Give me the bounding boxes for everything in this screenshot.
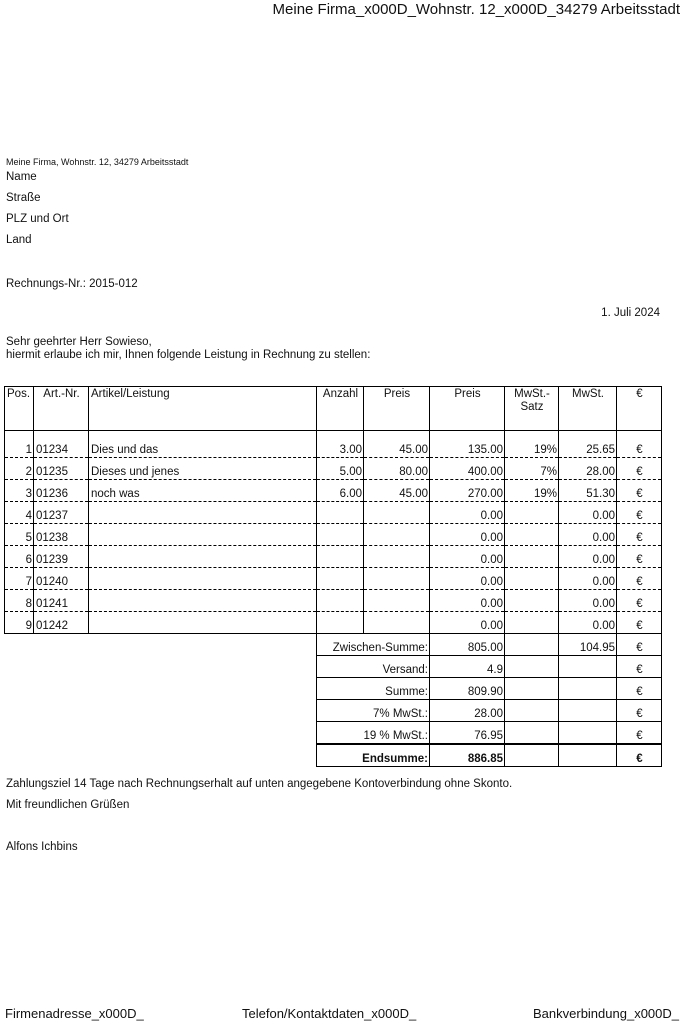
cell-art-nr: 01241 (34, 590, 89, 612)
summary-row (5, 656, 662, 678)
summary-row (5, 744, 662, 767)
summary-value: 76.95 (430, 722, 505, 745)
cell-vat-rate (505, 502, 559, 524)
cell-price: 45.00 (364, 436, 430, 458)
cell-currency: € (617, 502, 662, 524)
summary-rate-empty (505, 700, 559, 722)
cell-vat: 0.00 (559, 612, 617, 634)
recipient-street: Straße (6, 192, 41, 204)
header-currency: € (617, 387, 662, 431)
table-row (5, 480, 662, 502)
cell-currency: € (617, 524, 662, 546)
summary-currency: € (617, 722, 662, 745)
cell-item (89, 590, 317, 612)
cell-qty (317, 612, 364, 634)
cell-total: 400.00 (430, 458, 505, 480)
cell-currency: € (617, 568, 662, 590)
intro-text: hiermit erlaube ich mir, Ihnen folgende Leistung in Rechnung zu stellen: (6, 349, 371, 361)
cell-item: Dies und das (89, 436, 317, 458)
summary-vat: 104.95 (559, 634, 617, 656)
recipient-name: Name (6, 171, 37, 183)
summary-row (5, 700, 662, 722)
recipient-country: Land (6, 234, 32, 246)
cell-qty (317, 502, 364, 524)
cell-art-nr: 01236 (34, 480, 89, 502)
summary-spacer (5, 678, 317, 700)
cell-currency: € (617, 458, 662, 480)
cell-art-nr: 01238 (34, 524, 89, 546)
header-art-nr: Art.-Nr. (34, 387, 89, 431)
summary-label: 19 % MwSt.: (317, 722, 430, 745)
cell-total: 0.00 (430, 568, 505, 590)
summary-spacer (5, 656, 317, 678)
table-header-row (5, 387, 662, 431)
table-row (5, 502, 662, 524)
cell-currency: € (617, 612, 662, 634)
summary-value: 886.85 (430, 744, 505, 767)
header-vat-rate (505, 387, 559, 431)
header-price: Preis (364, 387, 430, 431)
cell-qty (317, 590, 364, 612)
cell-vat: 28.00 (559, 458, 617, 480)
cell-item (89, 612, 317, 634)
closing-text: Mit freundlichen Grüßen (6, 799, 130, 811)
cell-price (364, 546, 430, 568)
cell-vat: 51.30 (559, 480, 617, 502)
summary-spacer (5, 700, 317, 722)
cell-pos: 3 (5, 480, 34, 502)
cell-pos: 2 (5, 458, 34, 480)
cell-item (89, 546, 317, 568)
cell-vat: 0.00 (559, 546, 617, 568)
cell-art-nr: 01237 (34, 502, 89, 524)
cell-art-nr: 01239 (34, 546, 89, 568)
summary-currency: € (617, 656, 662, 678)
table-row (5, 546, 662, 568)
cell-price (364, 524, 430, 546)
cell-total: 0.00 (430, 524, 505, 546)
header-pos: Pos. (5, 387, 34, 431)
cell-vat-rate (505, 546, 559, 568)
header-item: Artikel/Leistung (89, 387, 317, 431)
payment-terms: Zahlungsziel 14 Tage nach Rechnungserhalt auf unten angegebene Kontoverbindung ohne Skonto. (6, 778, 513, 790)
greeting (6, 336, 370, 362)
table-row (5, 612, 662, 634)
cell-vat: 0.00 (559, 524, 617, 546)
summary-label: Summe: (317, 678, 430, 700)
summary-currency: € (617, 634, 662, 656)
cell-art-nr: 01235 (34, 458, 89, 480)
cell-vat-rate: 7% (505, 458, 559, 480)
cell-price: 80.00 (364, 458, 430, 480)
recipient-city: PLZ und Ort (6, 213, 69, 225)
cell-qty: 5.00 (317, 458, 364, 480)
cell-currency: € (617, 590, 662, 612)
cell-qty: 3.00 (317, 436, 364, 458)
table-row (5, 436, 662, 458)
cell-art-nr: 01240 (34, 568, 89, 590)
footer-contact: Telefon/Kontaktdaten_x000D_ (242, 1006, 417, 1021)
cell-total: 0.00 (430, 546, 505, 568)
header-total: Preis (430, 387, 505, 431)
cell-price (364, 568, 430, 590)
footer-bank: Bankverbindung_x000D_ (533, 1006, 679, 1021)
cell-qty: 6.00 (317, 480, 364, 502)
cell-price (364, 502, 430, 524)
cell-currency: € (617, 436, 662, 458)
summary-label: 7% MwSt.: (317, 700, 430, 722)
cell-currency: € (617, 480, 662, 502)
invoice-number: Rechnungs-Nr.: 2015-012 (6, 278, 138, 290)
summary-value: 28.00 (430, 700, 505, 722)
summary-currency: € (617, 744, 662, 767)
cell-price (364, 590, 430, 612)
cell-item (89, 568, 317, 590)
cell-item (89, 502, 317, 524)
summary-spacer (5, 634, 317, 656)
summary-vat (559, 678, 617, 700)
summary-row (5, 722, 662, 745)
invoice-date: 1. Juli 2024 (601, 307, 660, 319)
summary-row (5, 678, 662, 700)
cell-pos: 1 (5, 436, 34, 458)
summary-label: Versand: (317, 656, 430, 678)
cell-vat-rate: 19% (505, 480, 559, 502)
cell-qty (317, 524, 364, 546)
summary-spacer (5, 744, 317, 767)
cell-total: 0.00 (430, 612, 505, 634)
summary-label: Zwischen-Summe: (317, 634, 430, 656)
cell-total: 0.00 (430, 502, 505, 524)
summary-value: 805.00 (430, 634, 505, 656)
cell-total: 270.00 (430, 480, 505, 502)
cell-vat-rate (505, 524, 559, 546)
cell-pos: 9 (5, 612, 34, 634)
summary-vat (559, 722, 617, 745)
cell-vat: 0.00 (559, 590, 617, 612)
summary-row (5, 634, 662, 656)
cell-art-nr: 01242 (34, 612, 89, 634)
summary-vat (559, 744, 617, 767)
summary-vat (559, 700, 617, 722)
cell-qty (317, 568, 364, 590)
table-row (5, 568, 662, 590)
summary-vat (559, 656, 617, 678)
footer-address: Firmenadresse_x000D_ (5, 1006, 144, 1021)
header-vat-rate-line1: MwSt.- (514, 388, 550, 400)
cell-total: 135.00 (430, 436, 505, 458)
header-qty: Anzahl (317, 387, 364, 431)
invoice-table (4, 386, 662, 767)
cell-item: Dieses und jenes (89, 458, 317, 480)
summary-currency: € (617, 700, 662, 722)
cell-item (89, 524, 317, 546)
cell-vat-rate: 19% (505, 436, 559, 458)
sender-line: Meine Firma, Wohnstr. 12, 34279 Arbeitsstadt (6, 157, 189, 167)
summary-rate-empty (505, 656, 559, 678)
summary-currency: € (617, 678, 662, 700)
header-vat-rate-line2: Satz (520, 401, 544, 413)
header-vat: MwSt. (559, 387, 617, 431)
table-row (5, 524, 662, 546)
cell-currency: € (617, 546, 662, 568)
cell-price: 45.00 (364, 480, 430, 502)
summary-rate-empty (505, 678, 559, 700)
table-row (5, 458, 662, 480)
summary-rate-empty (505, 722, 559, 745)
signature-name: Alfons Ichbins (6, 841, 78, 853)
cell-art-nr: 01234 (34, 436, 89, 458)
cell-price (364, 612, 430, 634)
cell-pos: 5 (5, 524, 34, 546)
cell-item: noch was (89, 480, 317, 502)
cell-total: 0.00 (430, 590, 505, 612)
company-header: Meine Firma_x000D_Wohnstr. 12_x000D_34279 Arbeitsstadt (272, 1, 680, 18)
summary-rate-empty (505, 634, 559, 656)
cell-vat: 0.00 (559, 568, 617, 590)
summary-label: Endsumme: (317, 744, 430, 767)
summary-value: 809.90 (430, 678, 505, 700)
summary-value: 4.9 (430, 656, 505, 678)
summary-rate-empty (505, 744, 559, 767)
cell-pos: 6 (5, 546, 34, 568)
cell-vat-rate (505, 590, 559, 612)
cell-pos: 4 (5, 502, 34, 524)
cell-vat-rate (505, 612, 559, 634)
cell-vat: 0.00 (559, 502, 617, 524)
cell-vat-rate (505, 568, 559, 590)
cell-pos: 8 (5, 590, 34, 612)
table-row (5, 590, 662, 612)
cell-vat: 25.65 (559, 436, 617, 458)
cell-qty (317, 546, 364, 568)
cell-pos: 7 (5, 568, 34, 590)
salutation: Sehr geehrter Herr Sowieso, (6, 336, 152, 348)
summary-spacer (5, 722, 317, 745)
